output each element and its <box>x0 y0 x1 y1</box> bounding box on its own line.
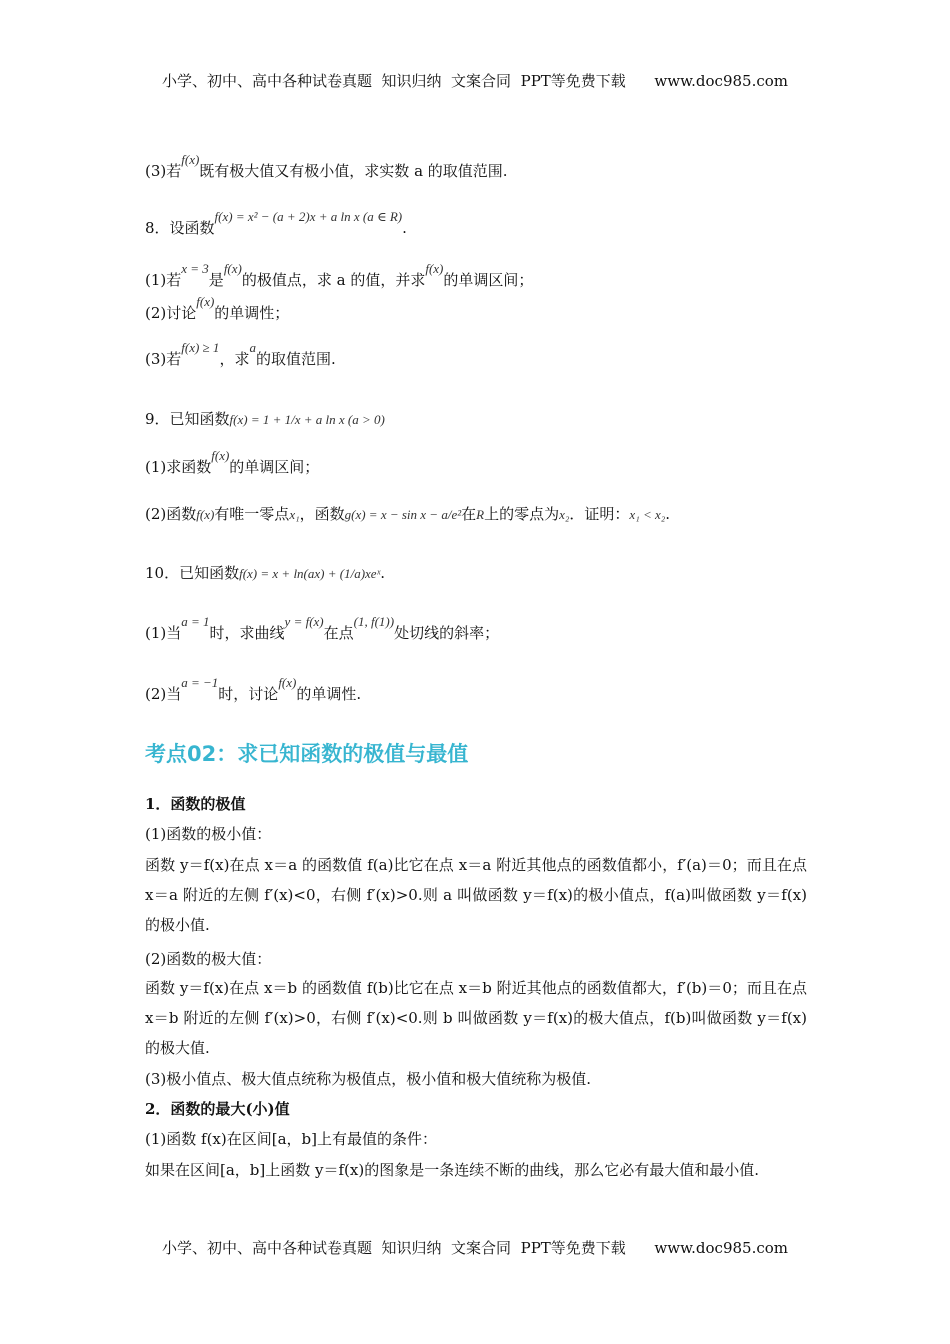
p2-text1: 如果在区间[a，b]上函数 y＝f(x)的图象是一条连续不断的曲线，那么它必有最大值和最小值. <box>145 1161 759 1179</box>
q10-part1: (1)当a = 1时，求曲线y = f(x)在点(1, f(1))处切线的斜率； <box>145 614 500 642</box>
header-text: 小学、初中、高中各种试卷真题 知识归纳 文案合同 PPT等免费下载 <box>161 72 626 90</box>
page-footer <box>0 1237 950 1258</box>
p1-text2: 函数 y＝f(x)在点 x＝b 的函数值 f(b)比它在点 x＝b 附近其他点的函数值都大，f′(b)＝0；而且在点 x＝b 附近的左侧 f′(x)>0，右侧 f′(x)<0.则 b 叫做函数 y＝f(x)的极大值点，f(b)叫做函数 y＝f(x)的极大值. <box>145 979 807 1057</box>
p2-sub1: (1)函数 f(x)在区间[a，b]上有最值的条件： <box>145 1130 437 1148</box>
p1-sub3: (3)极小值点、极大值点统称为极值点，极小值和极大值统称为极值. <box>145 1070 592 1088</box>
q10-stem: 10．已知函数f(x) = x + ln(ax) + (1/a)xeˣ. <box>145 564 386 582</box>
q9-stem: 9．已知函数f(x) = 1 + 1/x + a ln x (a > 0) <box>145 410 385 428</box>
page-header <box>0 70 950 91</box>
q9-part1: (1)求函数f(x)的单调区间； <box>145 448 320 476</box>
p2-title: 2．函数的最大(小)值 <box>145 1100 290 1118</box>
p1-sub2: (2)函数的极大值： <box>145 950 272 968</box>
p1-sub1: (1)函数的极小值： <box>145 825 272 843</box>
q8-part2: (2)讨论f(x)的单调性； <box>145 294 290 322</box>
q10-part2: (2)当a = −1时，讨论f(x)的单调性. <box>145 675 362 703</box>
q7-part3: (3)若f(x)既有极大值又有极小值，求实数 a 的取值范围. <box>145 152 508 180</box>
q8-part1: (1)若x = 3是f(x)的极值点，求 a 的值，并求f(x)的单调区间； <box>145 261 534 289</box>
header-url[interactable]: www.doc985.com <box>654 72 788 90</box>
q9-part2: (2)函数f(x)有唯一零点x₁，函数g(x) = x − sin x − a/e²在R上的零点为x₂．证明：x₁ < x₂. <box>145 505 671 523</box>
p1-text1: 函数 y＝f(x)在点 x＝a 的函数值 f(a)比它在点 x＝a 附近其他点的函数值都小，f′(a)＝0；而且在点 x＝a 附近的左侧 f′(x)<0，右侧 f′(x)>0.则 a 叫做函数 y＝f(x)的极小值点，f(a)叫做函数 y＝f(x)的极小值. <box>145 856 807 934</box>
q8-part3: (3)若f(x) ≥ 1，求a的取值范围. <box>145 340 336 368</box>
section-heading: 考点02：求已知函数的极值与最值 <box>145 742 469 766</box>
footer-text: 小学、初中、高中各种试卷真题 知识归纳 文案合同 PPT等免费下载 <box>161 1239 626 1257</box>
footer-url[interactable]: www.doc985.com <box>654 1239 788 1257</box>
p1-title: 1．函数的极值 <box>145 795 246 813</box>
q8-stem: 8．设函数f(x) = x² − (a + 2)x + a ln x (a ∈ R). <box>145 209 407 237</box>
